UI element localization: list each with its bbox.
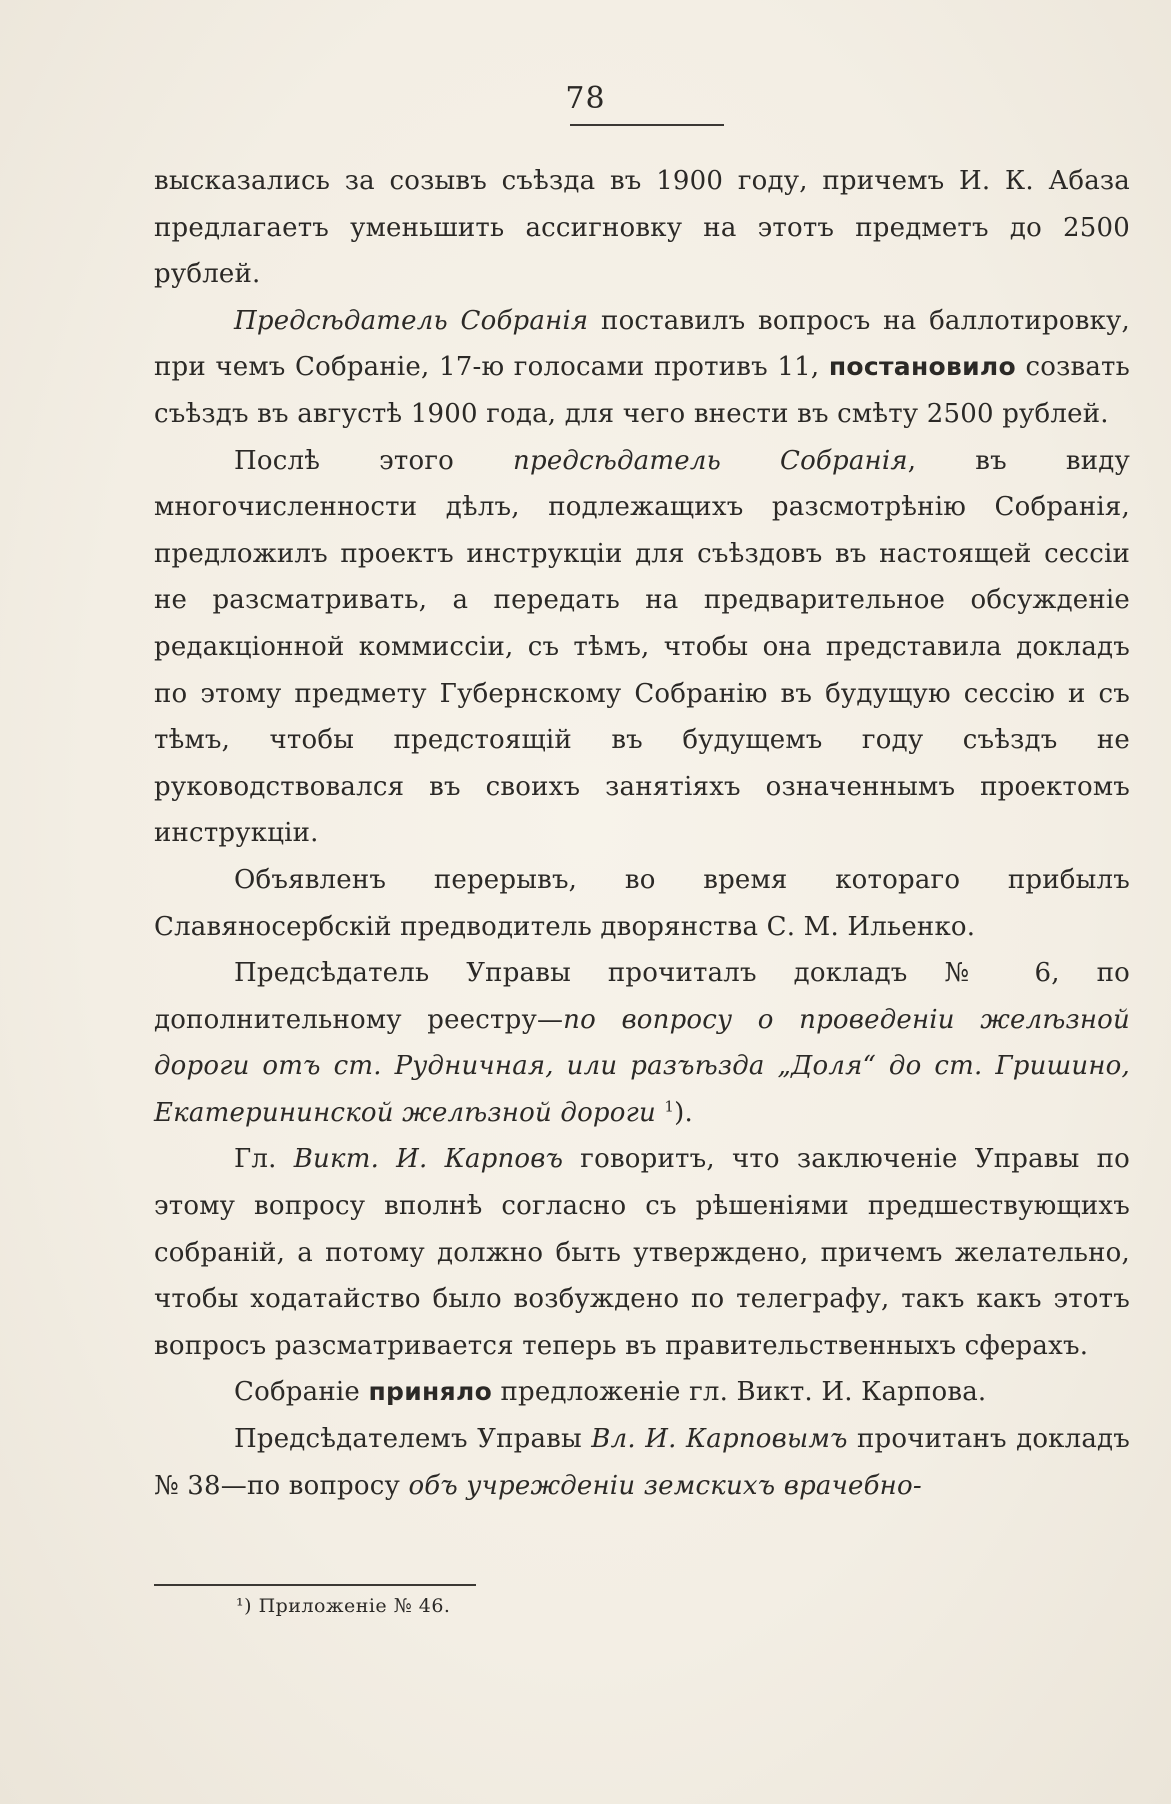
- paragraph: [154, 158, 1130, 298]
- body-text: [154, 158, 1130, 1509]
- emphasized-verb: постановило: [828, 352, 1017, 382]
- paragraph: [154, 950, 1130, 1136]
- text-run: Предсѣдателемъ Управы: [234, 1424, 592, 1455]
- emphasized-verb: приняло: [368, 1377, 493, 1407]
- italic-phrase: предсѣдатель Собранія: [513, 445, 908, 476]
- italic-phrase: объ учрежденіи земскихъ врачебно-: [408, 1470, 922, 1501]
- footnote: ¹) Приложеніе № 46.: [236, 1595, 451, 1617]
- text-run: высказались за созывъ съѣзда въ 1900 году, причемъ И. К. Абаза предлагаетъ уменьшить ассигновку на этотъ предметъ до 2500 рублей.: [154, 166, 1130, 290]
- text-run: поставилъ вопросъ на баллотировку, при чемъ Собраніе, 17-ю голосами противъ 11,: [154, 305, 1130, 383]
- italic-phrase: Викт. И. Карповъ: [293, 1144, 564, 1175]
- text-run: Предсѣдатель Управы прочиталъ докладъ № 6, по дополнительному реестру—: [154, 958, 1130, 1035]
- text-run: Послѣ этого: [234, 445, 514, 476]
- paragraph: [154, 298, 1130, 438]
- text-run: созвать съѣздъ въ августѣ 1900 года, для чего внести въ смѣту 2500 рублей.: [154, 352, 1130, 429]
- paragraph: [154, 857, 1130, 950]
- italic-phrase: Вл. И. Карповымъ: [591, 1424, 848, 1455]
- page-number-rule: [570, 124, 724, 126]
- text-run: Гл.: [234, 1144, 294, 1175]
- text-run: Собраніе: [234, 1377, 369, 1408]
- text-run: Объявленъ перерывъ, во время котораго прибылъ Славяносербскій предводитель дворянства С. М. Ильенко.: [154, 864, 1130, 942]
- footnote-rule: [154, 1584, 476, 1586]
- italic-phrase: Предсѣдатель Собранія: [234, 305, 589, 336]
- text-run: предложеніе гл. Викт. И. Карпова.: [492, 1377, 987, 1408]
- text-run: ).: [674, 1097, 693, 1128]
- paragraph: [154, 1369, 1130, 1416]
- paragraph: [154, 1416, 1130, 1509]
- footnote-ref: 1: [664, 1097, 675, 1116]
- text-run: , въ виду многочисленности дѣлъ, подлежащихъ разсмотрѣнію Собранія, предложилъ проектъ инструкціи для съѣздовъ въ настоящей сессіи не разсматривать, а передать на предварительное обсужденіе редакціонной коммиссіи, съ тѣмъ, чтобы она представила докладъ по этому предмету Губернскому Собранію въ будущую сессію и съ тѣмъ, чтобы предстоящій въ будущемъ году съѣздъ не руководствовался въ своихъ занятіяхъ означеннымъ проектомъ инструкціи.: [154, 445, 1130, 849]
- paragraph: [154, 438, 1130, 857]
- text-run: говоритъ, что заключеніе Управы по этому вопросу вполнѣ согласно съ рѣшеніями предшествующихъ собраній, а потому должно быть утверждено, причемъ желательно, чтобы ходатайство было возбуждено по телеграфу, такъ какъ этотъ вопросъ разсматривается теперь въ правительственныхъ сферахъ.: [154, 1144, 1131, 1361]
- paragraph: [154, 1136, 1130, 1369]
- text-run: прочитанъ докладъ № 38—по вопросу: [154, 1424, 1130, 1501]
- italic-phrase: по вопросу о проведеніи желѣзной дороги отъ ст. Рудничная, или разъѣзда „Доля“ до ст. Гришино, Екатерининской желѣзной дороги: [154, 1004, 1130, 1128]
- page-number: 78: [565, 81, 606, 116]
